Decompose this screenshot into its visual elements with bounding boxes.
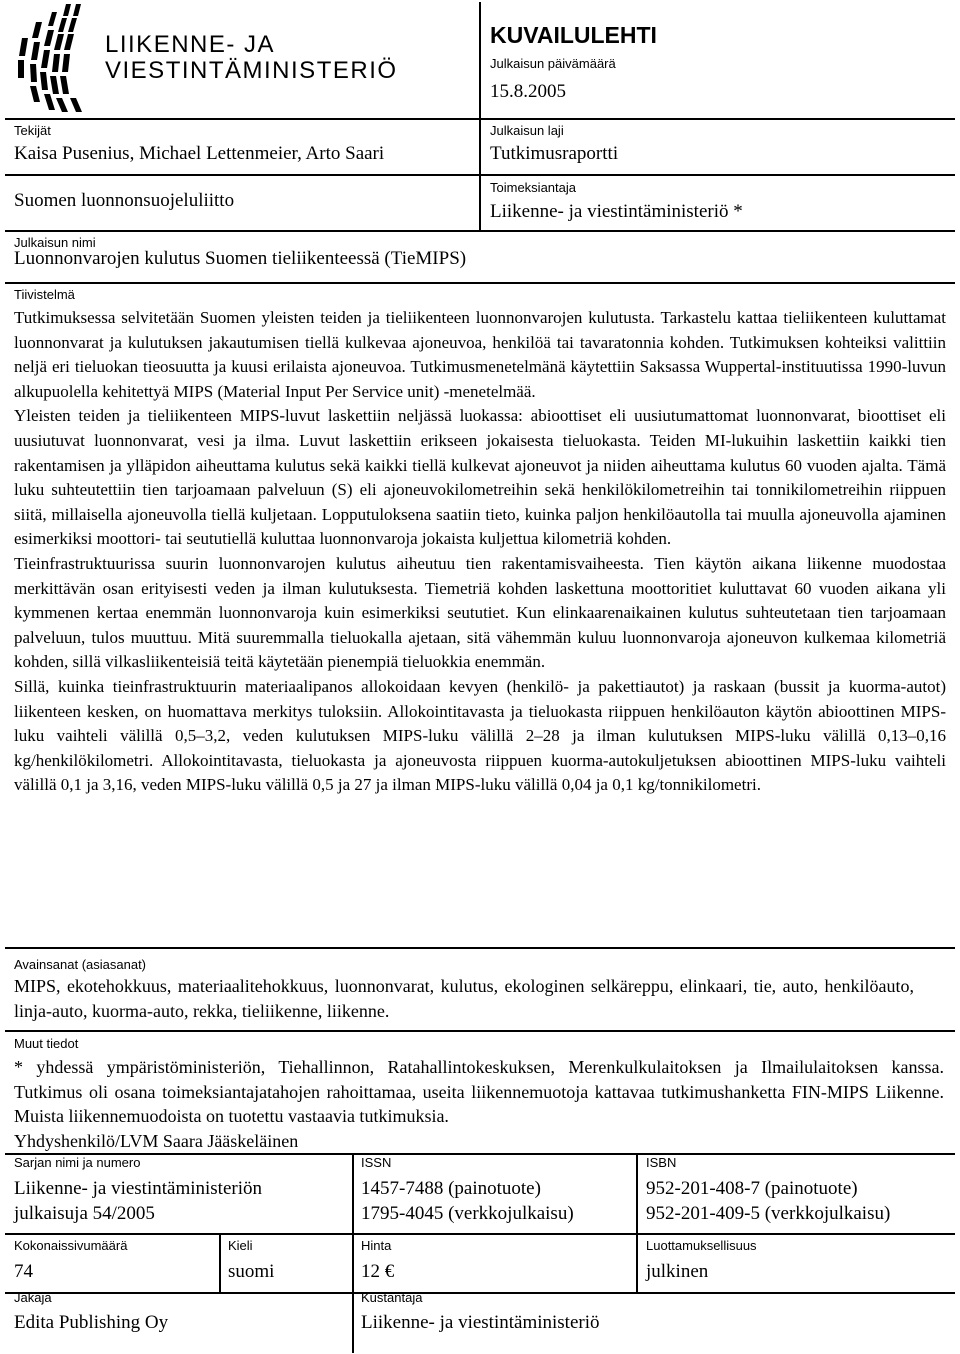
doc-type-heading: KUVAILULEHTI (490, 22, 657, 48)
series-line2: julkaisuja 54/2005 (14, 1203, 155, 1224)
language-label: Kieli (228, 1238, 253, 1253)
issn-label: ISSN (361, 1155, 392, 1170)
price-label: Hinta (361, 1238, 392, 1253)
keywords-value: MIPS, ekotehokkuus, materiaalitehokkuus, luonnonvarat, kulutus, ekologinen selkäreppu, elinkaari, tie, auto, henkilöauto, linja-auto, kuorma-auto, rekka, tieliikenne, liikenne. (14, 976, 914, 1021)
date-label: Julkaisun päivämäärä (490, 56, 616, 71)
date-value: 15.8.2005 (490, 81, 566, 102)
commissioner-label: Toimeksiantaja (490, 180, 576, 195)
publisher-value: Liikenne- ja viestintäministeriö (361, 1312, 600, 1333)
distributor-value: Edita Publishing Oy (14, 1312, 169, 1333)
keywords-label: Avainsanat (asiasanat) (14, 957, 147, 972)
authors-label: Tekijät (14, 123, 51, 138)
isbn-print: 952-201-408-7 (painotuote) (646, 1178, 858, 1199)
series-line1: Liikenne- ja viestintäministeriön (14, 1178, 262, 1199)
price-value: 12 € (361, 1261, 395, 1282)
abstract-paragraph: Sillä, kuinka tieinfrastruktuurin materiaalipanos allokoidaan kevyen (henkilö- ja pakettiautot) ja raskaan (bussit ja kuorma-autot) liikenteen kesken, on huomattava merkitys tuloksiin. Allokointitavasta ja tieluokasta riippuen henkilöauton käytön abioottinen MIPS-luku vaihteli välillä 0,5–3,2, veden kulutuksen MIPS-luku välillä 2–28 ja ilman kulutuksen MIPS-luku välillä 0,13–0,16 kg/henkilökilometri. Allokointitavasta, tieluokasta ja ajoneuvosta riippuen kuorma-autokuljetuksen abioottinen MIPS-luku vaihteli välillä 0,1 ja 3,16, veden MIPS-luku välillä 0,5 ja 27 ja ilman MIPS-luku välillä 0,04 ja 0,1 kg/tonnikilometri. (14, 676, 946, 795)
abstract-label: Tiivistelmä (14, 287, 75, 302)
other-info-label: Muut tiedot (14, 1036, 79, 1051)
ministry-logo (8, 2, 468, 112)
abstract-paragraph: Tieinfrastruktuurissa suurin luonnonvarojen kulutus aiheutuu tien rakentamisvaiheesta. Tien käytön aikana liikenne muodostaa merkittävän osan erityisesti veden ja ilman kulutuksesta. Tiemetriä kohden laskettuna moottoritiet kuluttavat 60 vuoden aikana yli kymmenen kertaa enemmän luonnonvaroja kuin esimerkiksi seututiet. Kun elinkaarenaikainen kulutus suhteutetaan tien tarjoamaan palveluun, tulos muuttuu. Mitä suuremmalla tieluokalla ajetaan, sitä vähemmän kuluu luonnonvaroja ajoneuvon kulkemaa kilometriä kohden, sillä vilkasliikenteisiä teitä käytetään pienempiä tieluokkia enemmän. (14, 553, 946, 672)
logo-text-line2: VIESTINTÄMINISTERIÖ (105, 57, 398, 84)
authors-names: Kaisa Pusenius, Michael Lettenmeier, Arto Saari (14, 143, 385, 164)
issn-print: 1457-7488 (painotuote) (361, 1178, 541, 1199)
abstract-paragraph: Tutkimuksessa selvitetään Suomen yleisten teiden ja tieliikenteen luonnonvarojen kulutusta. Tarkastelu kattaa tieliikenteen kuluttamat luonnonvarat ja kulutuksen jakautumisen tiellä kulkevaa ajoneuvoa, henkilöä tai tavaratonnia kohden. Tutkimuksen kohteiksi valittiin neljä eri tieluokan tieosuutta ja kuusi erilaista ajoneuvoa. Tutkimusmenetelmänä käytettiin Saksassa Wuppertal-instituutissa 1990-luvun alkupuolella kehitettyä MIPS (Material Input Per Service unit) -menetelmää. (14, 308, 946, 401)
title-label: Julkaisun nimi (14, 235, 96, 250)
pages-value: 74 (14, 1261, 33, 1282)
publication-type-label: Julkaisun laji (490, 123, 564, 138)
ministry-emblem-icon (8, 2, 100, 114)
isbn-online: 952-201-409-5 (verkkojulkaisu) (646, 1203, 891, 1224)
distributor-label: Jakaja (14, 1290, 52, 1305)
other-info-text: * yhdessä ympäristöministeriön, Tiehallinnon, Ratahallintokeskuksen, Merenkulkulaitoksen ja Ilmailulaitoksen kanssa. Tutkimus oli osana toimeksiantajatahojen rahoittamaa, useita liikennemuotoja kattavaa tutkimushanketta FIN-MIPS Liikenne. Muista liikennemuodoista on tuotettu vastaavia tutkimuksia. (14, 1057, 944, 1126)
confidentiality-label: Luottamuksellisuus (646, 1238, 757, 1253)
series-label: Sarjan nimi ja numero (14, 1155, 141, 1170)
authors-organization: Suomen luonnonsuojeluliitto (14, 190, 235, 211)
isbn-label: ISBN (646, 1155, 677, 1170)
confidentiality-value: julkinen (646, 1261, 709, 1282)
publisher-label: Kustantaja (361, 1290, 423, 1305)
commissioner-value: Liikenne- ja viestintäministeriö * (490, 201, 743, 222)
issn-online: 1795-4045 (verkkojulkaisu) (361, 1203, 574, 1224)
contact-person: Yhdyshenkilö/LVM Saara Jääskeläinen (14, 1130, 299, 1151)
logo-text-line1: LIIKENNE- JA (105, 31, 276, 58)
language-value: suomi (228, 1261, 275, 1282)
abstract-paragraph: Yleisten teiden ja tieliikenteen MIPS-luvut laskettiin neljässä luokassa: abioottiset eli uusiutumattomat luonnonvarat, bioottiset eli uusiutuvat luonnonvarat, vesi ja ilma. Luvut laskettiin erikseen jokaisesta tieluokasta. Teiden MI-lukuihin laskettiin kaikki tien rakentamisen ja ylläpidon aiheuttama kulutus sekä kaikki tiellä kulkevat ajoneuvot ja niiden aiheuttama kulutus 60 vuoden ajalta. Tämä luku suhteutettiin tien tarjoamaan palveluun (S) eli ajoneuvokilometreihin sekä henkilökilometreihin tai tonnikilometreihin riippuen siitä, millaisella ajoneuvolla tiellä kuljetaan. Lopputuloksena saatiin tieto, kuinka paljon henkilöautolla tai muulla ajoneuvolla ajaminen esimerkiksi moottori- tai seututiellä kuluttaa luonnonvaroja jokaista kuljettua kilometriä kohden. (14, 406, 946, 549)
publication-type-value: Tutkimusraportti (490, 143, 619, 164)
pages-label: Kokonaissivumäärä (14, 1238, 128, 1253)
other-info-body (14, 1055, 944, 1153)
publication-title: Luonnonvarojen kulutus Suomen tieliikenteessä (TieMIPS) (14, 248, 467, 269)
abstract-body (14, 306, 946, 798)
